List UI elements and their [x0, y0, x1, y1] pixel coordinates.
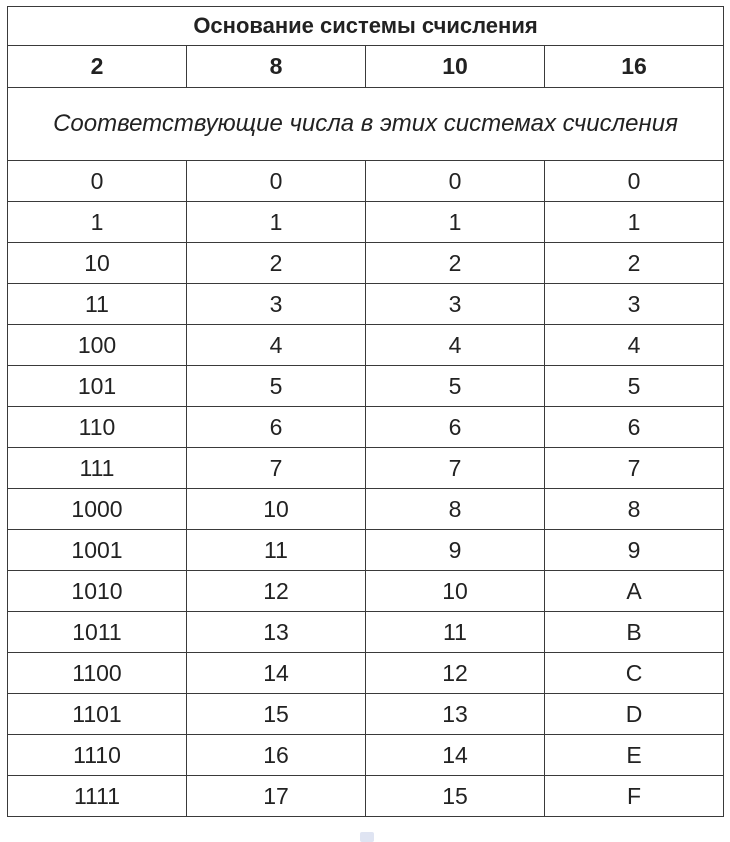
cell-base-2: 1110: [8, 735, 187, 776]
cell-base-2: 11: [8, 284, 187, 325]
cell-base-10: 15: [366, 776, 545, 817]
table-row: [8, 407, 724, 448]
table-row: [8, 735, 724, 776]
cell-base-10: 4: [366, 325, 545, 366]
cell-base-8: 4: [187, 325, 366, 366]
table-row: [8, 489, 724, 530]
cell-base-2: 111: [8, 448, 187, 489]
header-base-2: 2: [8, 46, 187, 88]
table-row: [8, 612, 724, 653]
cell-base-16: 9: [545, 530, 724, 571]
cell-base-16: 1: [545, 202, 724, 243]
cell-base-2: 1001: [8, 530, 187, 571]
cell-base-2: 0: [8, 161, 187, 202]
cell-base-16: F: [545, 776, 724, 817]
table-row: [8, 284, 724, 325]
cell-base-10: 5: [366, 366, 545, 407]
cell-base-10: 11: [366, 612, 545, 653]
cell-base-8: 7: [187, 448, 366, 489]
header-base-10: 10: [366, 46, 545, 88]
cell-base-16: 0: [545, 161, 724, 202]
cell-base-16: 2: [545, 243, 724, 284]
cell-base-8: 0: [187, 161, 366, 202]
cell-base-2: 10: [8, 243, 187, 284]
header-base-8: 8: [187, 46, 366, 88]
table-body: [8, 161, 724, 817]
cell-base-2: 1011: [8, 612, 187, 653]
table-title: Основание системы счисления: [8, 7, 724, 46]
cell-base-8: 1: [187, 202, 366, 243]
cell-base-10: 1: [366, 202, 545, 243]
cell-base-10: 14: [366, 735, 545, 776]
cell-base-8: 6: [187, 407, 366, 448]
title-row: [8, 7, 724, 46]
cell-base-2: 1111: [8, 776, 187, 817]
cell-base-8: 16: [187, 735, 366, 776]
cell-base-10: 13: [366, 694, 545, 735]
cell-base-2: 110: [8, 407, 187, 448]
cell-base-8: 17: [187, 776, 366, 817]
table-row: [8, 776, 724, 817]
table-row: [8, 448, 724, 489]
cell-base-10: 6: [366, 407, 545, 448]
cell-base-8: 13: [187, 612, 366, 653]
table-row: [8, 325, 724, 366]
cell-base-10: 7: [366, 448, 545, 489]
cell-base-8: 5: [187, 366, 366, 407]
cell-base-16: 7: [545, 448, 724, 489]
cell-base-16: A: [545, 571, 724, 612]
header-base-16: 16: [545, 46, 724, 88]
cell-base-10: 12: [366, 653, 545, 694]
cell-base-16: 8: [545, 489, 724, 530]
cell-base-2: 1100: [8, 653, 187, 694]
number-systems-table-container: [7, 6, 723, 817]
cell-base-8: 10: [187, 489, 366, 530]
subtitle-row: [8, 88, 724, 161]
cell-base-16: 5: [545, 366, 724, 407]
table-row: [8, 366, 724, 407]
cell-base-16: C: [545, 653, 724, 694]
cell-base-10: 0: [366, 161, 545, 202]
cell-base-8: 2: [187, 243, 366, 284]
cell-base-8: 11: [187, 530, 366, 571]
cell-base-8: 15: [187, 694, 366, 735]
number-systems-table: [7, 6, 724, 817]
table-row: [8, 653, 724, 694]
cell-base-16: D: [545, 694, 724, 735]
cell-base-10: 10: [366, 571, 545, 612]
cell-base-16: 3: [545, 284, 724, 325]
table-row: [8, 530, 724, 571]
cell-base-8: 12: [187, 571, 366, 612]
cell-base-2: 100: [8, 325, 187, 366]
cell-base-2: 101: [8, 366, 187, 407]
cell-base-2: 1: [8, 202, 187, 243]
table-subtitle: Соответствующие числа в этих системах счисления: [8, 88, 724, 161]
table-row: [8, 202, 724, 243]
cell-base-10: 9: [366, 530, 545, 571]
cell-base-16: 6: [545, 407, 724, 448]
cell-base-8: 3: [187, 284, 366, 325]
cell-base-16: B: [545, 612, 724, 653]
cell-base-16: E: [545, 735, 724, 776]
cell-base-2: 1000: [8, 489, 187, 530]
cell-base-10: 2: [366, 243, 545, 284]
cell-base-10: 3: [366, 284, 545, 325]
cell-base-2: 1101: [8, 694, 187, 735]
cell-base-2: 1010: [8, 571, 187, 612]
table-row: [8, 694, 724, 735]
table-row: [8, 571, 724, 612]
table-row: [8, 243, 724, 284]
cell-base-10: 8: [366, 489, 545, 530]
cell-base-8: 14: [187, 653, 366, 694]
table-row: [8, 161, 724, 202]
decorative-mark: [360, 832, 374, 842]
header-row: [8, 46, 724, 88]
cell-base-16: 4: [545, 325, 724, 366]
